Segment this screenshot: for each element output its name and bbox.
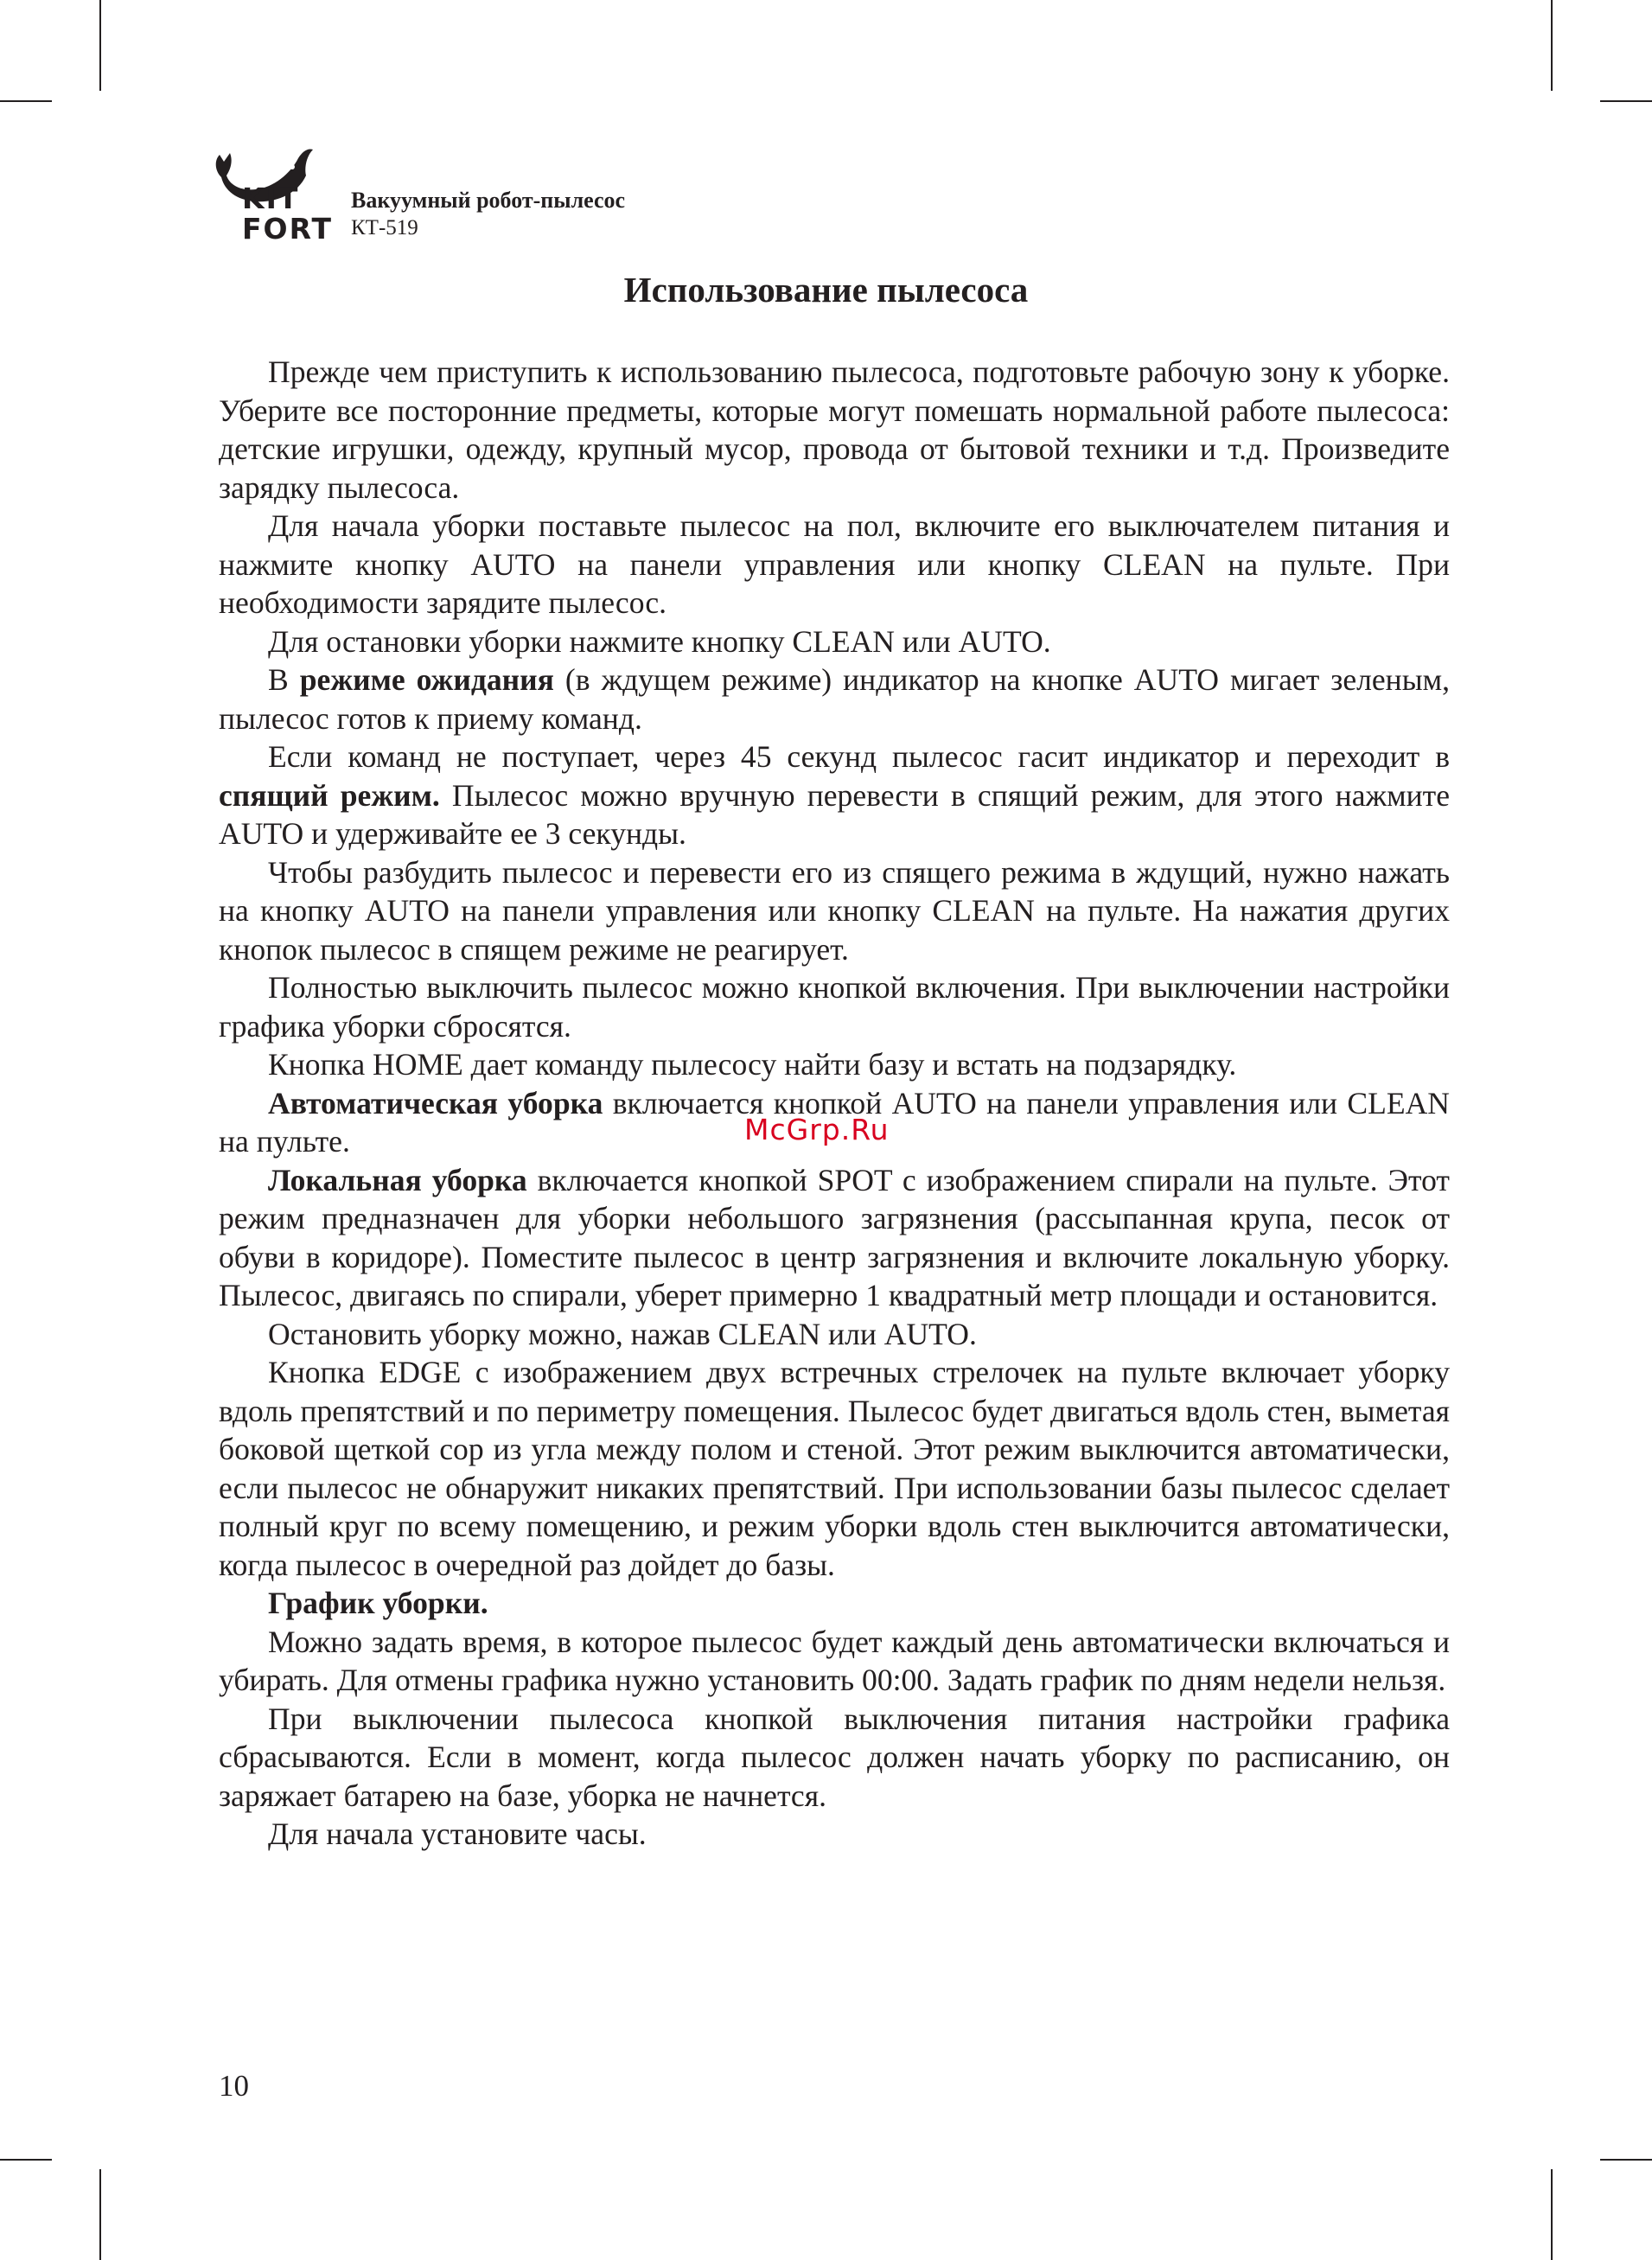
paragraph-text: Можно задать время, в которое пылесос будет каждый день автоматически включаться и убирать. Для отмены графика нужно установить 00:00. Задать график по дням недели нельзя. bbox=[219, 1624, 1450, 1697]
paragraph-text: включается кнопкой AUTO на панели управления или CLEAN на пульте. bbox=[219, 1085, 1450, 1159]
paragraph bbox=[219, 1315, 1450, 1354]
crop-mark-right-bottom bbox=[1600, 2159, 1652, 2161]
paragraph-text: Для начала уборки поставьте пылесос на пол, включите его выключателем питания и нажмите кнопку AUTO на панели управления или кнопку CLEAN на пульте. При необходимости зарядите пылесос. bbox=[219, 508, 1450, 620]
watermark: McGrp.Ru bbox=[744, 1113, 890, 1146]
paragraph-text: Если команд не поступает, через 45 секунд пылесос гасит индикатор и переходит в bbox=[268, 739, 1450, 774]
product-model: КТ-519 bbox=[351, 216, 418, 239]
paragraph bbox=[219, 507, 1450, 622]
paragraph bbox=[219, 353, 1450, 507]
bold-term: спящий режим. bbox=[219, 777, 440, 813]
paragraph bbox=[219, 661, 1450, 737]
paragraph-text: Прежде чем приступить к использованию пылесоса, подготовьте рабочую зону к уборке. Уберите все посторонние предметы, которые могут помешать нормальной работе пылесоса: детские игрушки, одежду, крупный мусор, провода от бытовой техники и т.д. Произведите зарядку пылесоса. bbox=[219, 354, 1450, 505]
paragraph-text: При выключении пылесоса кнопкой выключения питания настройки графика сбрасываются. Если в момент, когда пылесос должен начать уборку по расписанию, он заряжает батарею на базе, уборка не начнется. bbox=[219, 1701, 1450, 1813]
paragraph bbox=[219, 1700, 1450, 1816]
paragraph-text: Кнопка HOME дает команду пылесосу найти базу и встать на подзарядку. bbox=[268, 1047, 1237, 1082]
crop-mark-bottom-right bbox=[1551, 2169, 1553, 2260]
paragraph bbox=[219, 853, 1450, 969]
product-title: Вакуумный робот-пылесос bbox=[351, 188, 626, 213]
paragraph-text: Для остановки уборки нажмите кнопку CLEAN или AUTO. bbox=[268, 623, 1051, 659]
paragraph bbox=[219, 1815, 1450, 1854]
paragraph-text: Пылесос можно вручную перевести в спящий режим, для этого нажмите AUTO и удерживайте ее 3 секунды. bbox=[219, 777, 1450, 851]
paragraph bbox=[219, 1045, 1450, 1084]
page-heading: Использование пылесоса bbox=[623, 270, 1029, 310]
bold-term: График уборки. bbox=[268, 1586, 488, 1620]
crop-mark-right-top bbox=[1600, 100, 1652, 102]
paragraph bbox=[219, 1161, 1450, 1315]
paragraph bbox=[219, 737, 1450, 853]
paragraph-text: Остановить уборку можно, нажав CLEAN или AUTO. bbox=[268, 1316, 977, 1351]
paragraph-text: Для начала установите часы. bbox=[268, 1816, 647, 1851]
bold-term: Автоматическая уборка bbox=[268, 1085, 603, 1120]
body-text bbox=[219, 353, 1450, 1854]
paragraph-text: Чтобы разбудить пылесос и перевести его из спящего режима в ждущий, нужно нажать на кнопку AUTO на панели управления или кнопку CLEAN на пульте. На нажатия других кнопок пылесос в спящем режиме не реагирует. bbox=[219, 854, 1450, 967]
brand-kit: KIT bbox=[242, 182, 300, 215]
paragraph-text: В bbox=[268, 662, 300, 697]
crop-mark-left-bottom bbox=[0, 2159, 52, 2161]
page-number: 10 bbox=[219, 2069, 249, 2103]
paragraph bbox=[219, 968, 1450, 1045]
crop-mark-bottom-left bbox=[99, 2169, 101, 2260]
paragraph-text: (в ждущем режиме) индикатор на кнопке AUTO мигает зеленым, пылесос готов к приему команд. bbox=[219, 662, 1451, 736]
brand-fort: FORT bbox=[242, 212, 334, 246]
crop-mark-top-left bbox=[99, 0, 101, 91]
subheading bbox=[219, 1584, 1450, 1623]
paragraph bbox=[219, 622, 1450, 661]
paragraph-text: Кнопка EDGE с изображением двух встречных стрелочек на пульте включает уборку вдоль препятствий и по периметру помещения. Пылесос будет двигаться вдоль стен, выметая боковой щеткой сор из угла между полом и стеной. Этот режим выключится автоматически, если пылесос не обнаружит никаких препятствий. При использовании базы пылесос сделает полный круг по всему помещению, и режим уборки вдоль стен выключится автоматически, когда пылесос в очередной раз дойдет до базы. bbox=[219, 1355, 1450, 1582]
paragraph-text: включается кнопкой SPOT с изображением спирали на пульте. Этот режим предназначен для уборки небольшого загрязнения (рассыпанная крупа, песок от обуви в коридоре). Поместите пылесос в центр загрязнения и включите локальную уборку. Пылесос, двигаясь по спирали, уберет примерно 1 квадратный метр площади и остановится. bbox=[219, 1162, 1450, 1312]
bold-term: режиме ожидания bbox=[299, 662, 554, 697]
paragraph bbox=[219, 1623, 1450, 1700]
paragraph bbox=[219, 1353, 1450, 1584]
paragraph-text: Полностью выключить пылесос можно кнопкой включения. При выключении настройки графика уборки сбросятся. bbox=[219, 970, 1450, 1044]
bold-term: Локальная уборка bbox=[268, 1162, 527, 1197]
crop-mark-top-right bbox=[1551, 0, 1553, 91]
crop-mark-left-top bbox=[0, 100, 52, 102]
